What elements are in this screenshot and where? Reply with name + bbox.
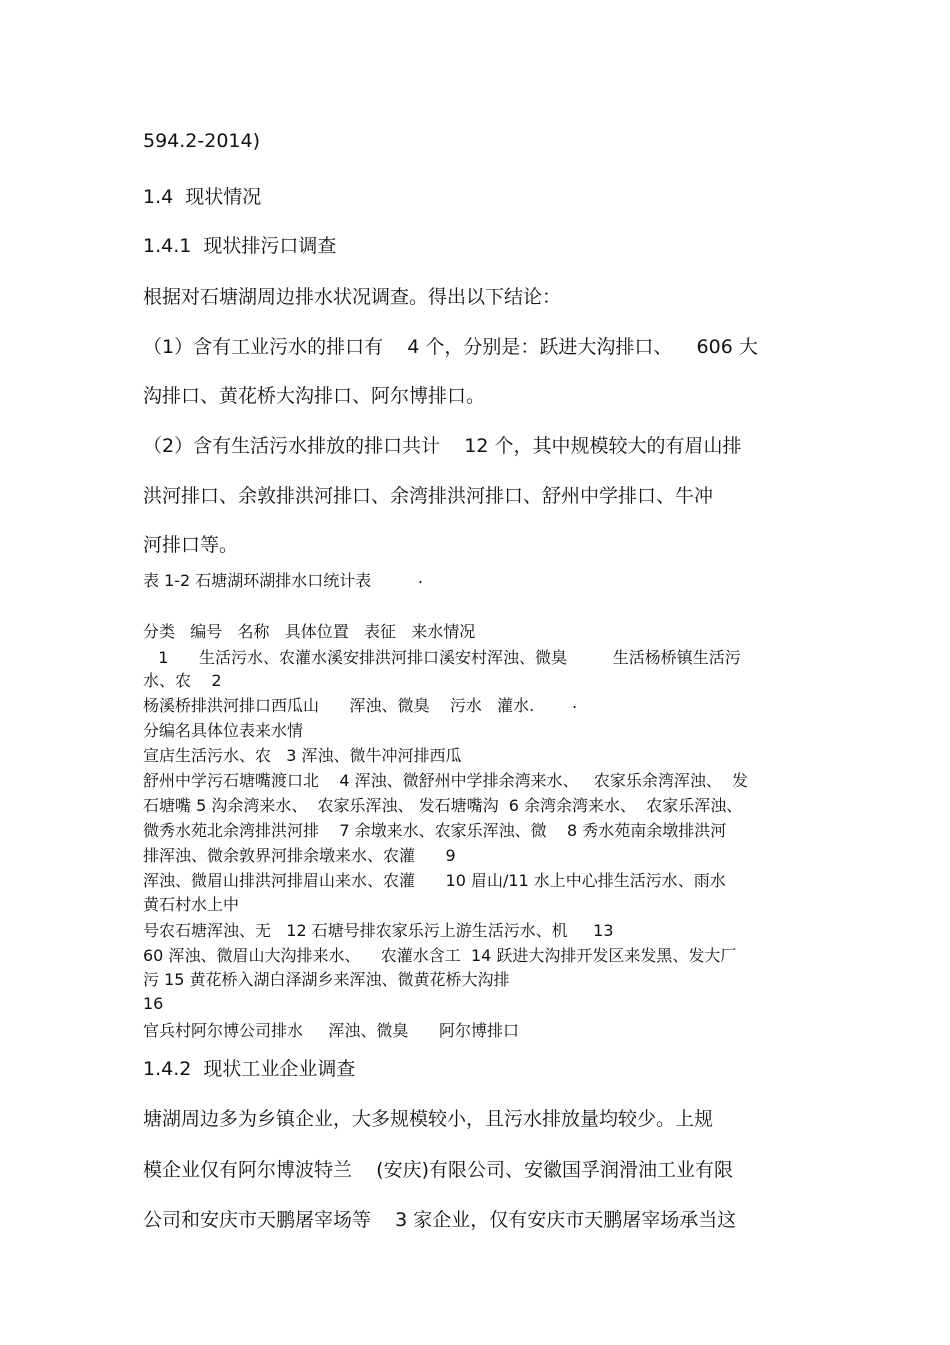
caption-mark: . [418, 568, 424, 587]
section-heading-1-4: 1.4 现状情况 [143, 186, 262, 208]
table-line: 微秀水苑北余湾排洪河排 7 余墩来水、农家乐浑浊、微 8 秀水苑南余墩排洪河 [143, 821, 727, 840]
table-line: 黄石村水上中 [143, 895, 240, 914]
para2-line3: 公司和安庆市天鹏屠宰场等 3 家企业，仅有安庆市天鹏屠宰场承当这 [143, 1209, 737, 1231]
table-caption: 表 1-2 石塘湖环湖排水口统计表 [143, 571, 372, 590]
item1-line2: 沟排口、黄花桥大沟排口、阿尔博排口。 [143, 385, 486, 407]
table-line: 分编名具体位表来水情 [143, 721, 304, 740]
para2-line1: 塘湖周边多为乡镇企业，大多规模较小，且污水排放量均较少。上规 [143, 1108, 714, 1130]
table-line: 舒州中学污石塘嘴渡口北 4 浑浊、微舒州中学排余湾来水、 农家乐余湾浑浊、 发 [143, 771, 749, 790]
section-heading-1-4-1: 1.4.1 现状排污口调查 [143, 235, 337, 257]
table-line: 16 [143, 994, 164, 1013]
table-line: 60 浑浊、微眉山大沟排来水、 农灌水含工 14 跃进大沟排开发区来发黑、发大厂 [143, 946, 737, 965]
table-line: 号农石塘浑浊、无 12 石塘号排农家乐污上游生活污水、机 13 [143, 921, 614, 940]
table-line: 杨溪桥排洪河排口西瓜山 浑浊、微臭 污水 灌水. [143, 696, 535, 715]
intro-paragraph: 根据对石塘湖周边排水状况调查。得出以下结论： [143, 286, 562, 308]
table-line: 浑浊、微眉山排洪河排眉山来水、农灌 10 眉山/11 水上中心排生活污水、雨水 [143, 871, 726, 890]
item1-line1: （1）含有工业污水的排口有 4 个，分别是：跃进大沟排口、 606 大 [143, 336, 758, 358]
table-line: 1 生活污水、农灌水溪安排洪河排口溪安村浑浊、微臭 生活杨桥镇生活污 [143, 648, 741, 667]
table-line: 宣店生活污水、农 3 浑浊、微牛冲河排西瓜 [143, 746, 462, 765]
table-line: 污 15 黄花桥入湖白泽湖乡来浑浊、微黄花桥大沟排 [143, 970, 510, 989]
item2-line3: 河排口等。 [143, 534, 239, 556]
table-line: 水、农 2 [143, 671, 222, 690]
item2-line2: 洪河排口、余敦排洪河排口、余湾排洪河排口、舒州中学排口、牛冲 [143, 485, 714, 507]
item2-line1: （2）含有生活污水排放的排口共计 12 个，其中规模较大的有眉山排 [143, 435, 742, 457]
table-line: 官兵村阿尔博公司排水 浑浊、微臭 阿尔博排口 [143, 1021, 519, 1040]
section-heading-1-4-2: 1.4.2 现状工业企业调查 [143, 1058, 356, 1080]
table-line: 排浑浊、微余敦界河排余墩来水、农灌 9 [143, 846, 456, 865]
para2-line2: 模企业仅有阿尔博波特兰 (安庆)有限公司、安徽国孚润滑油工业有限 [143, 1159, 733, 1181]
table-line: 石塘嘴 5 沟余湾来水、 农家乐浑浊、 发石塘嘴沟 6 余湾余湾来水、 农家乐浑浊、 [143, 796, 743, 815]
table-dot: . [572, 693, 578, 712]
table-line: 分类 编号 名称 具体位置 表征 来水情况 [143, 622, 476, 641]
top-fragment: 594.2-2014) [143, 130, 261, 152]
